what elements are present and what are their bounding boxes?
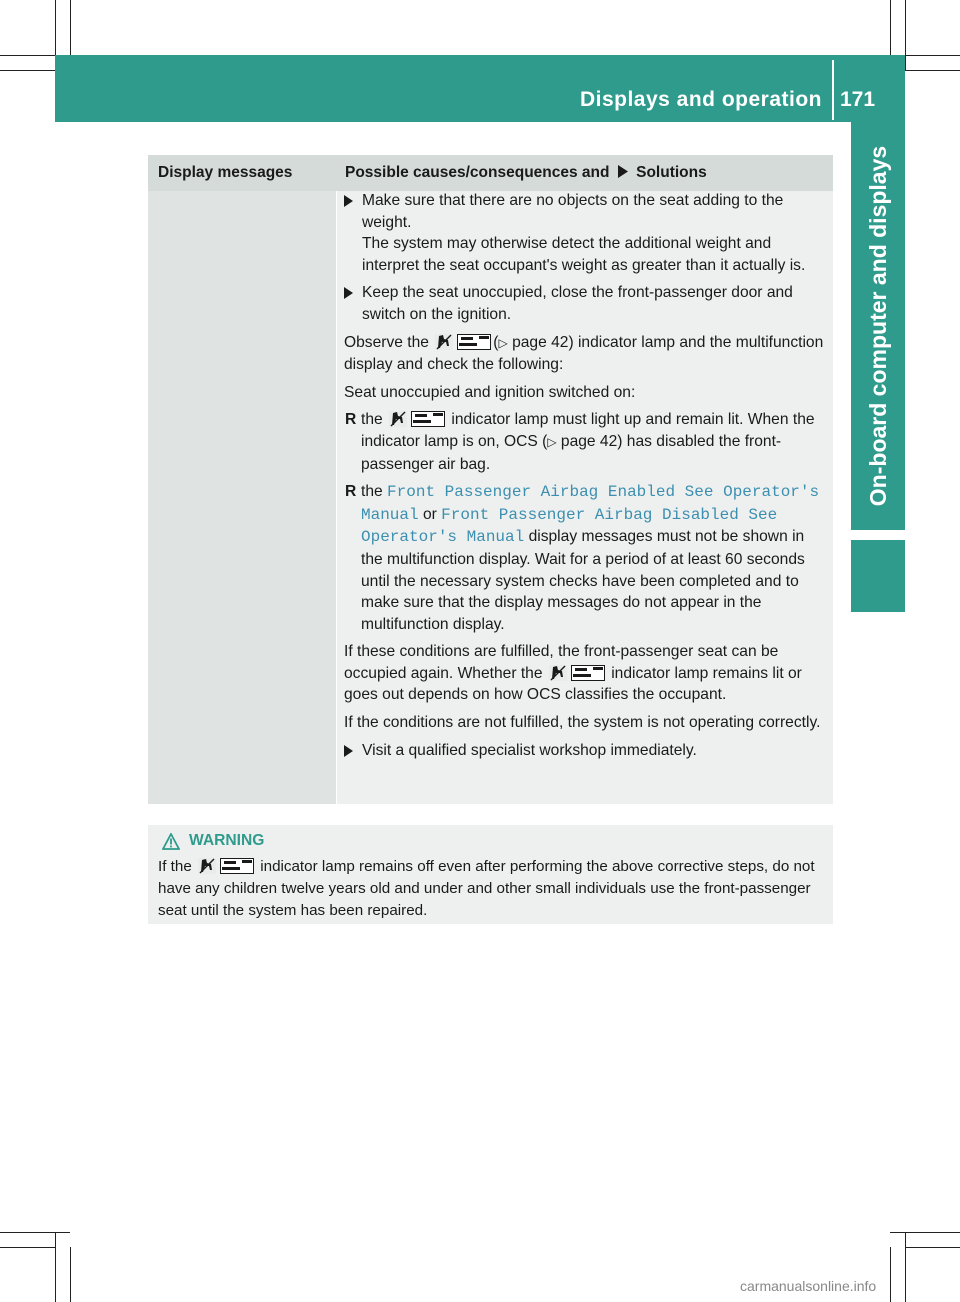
warning-text bbox=[158, 856, 828, 922]
crop-mark bbox=[890, 1232, 960, 1233]
display-message-disabled: Front Passenger Airbag Disabled See Operator's Manual bbox=[361, 505, 778, 547]
pass-airbag-off-icon bbox=[457, 334, 491, 350]
crop-mark bbox=[70, 1247, 71, 1302]
step-arrow-icon bbox=[344, 287, 353, 299]
not-fulfilled-paragraph: If the conditions are not fulfilled, the system is not operating correctly. bbox=[344, 714, 821, 732]
pass-airbag-off-icon bbox=[411, 411, 445, 427]
bullet-marker: R bbox=[345, 483, 357, 501]
display-messages-cell bbox=[148, 191, 336, 804]
observe-paragraph: Observe the (▷ page 42) indicator lamp and the multifunction display and check the following: bbox=[344, 333, 824, 374]
step-arrow-icon bbox=[344, 195, 353, 207]
pass-airbag-off-icon bbox=[571, 665, 605, 681]
watermark: carmanualsonline.info bbox=[740, 1278, 877, 1294]
crop-mark bbox=[0, 1232, 70, 1233]
step-text: Make sure that there are no objects on the seat adding to the weight. bbox=[362, 192, 784, 231]
bullet-text: page 42) has disabled the front-passenger air bag. bbox=[361, 432, 782, 473]
crop-mark bbox=[0, 1247, 55, 1248]
bullet-text: the bbox=[361, 483, 383, 501]
crop-mark bbox=[890, 1247, 891, 1302]
solutions-content bbox=[344, 190, 828, 767]
fulfilled-paragraph bbox=[344, 641, 828, 706]
bullet-item bbox=[344, 409, 828, 475]
observe-text: Observe the bbox=[344, 333, 429, 351]
warning-label: WARNING bbox=[189, 832, 265, 849]
column-header-causes bbox=[345, 164, 707, 182]
bullet-marker: R bbox=[345, 411, 357, 429]
warning-triangle-icon bbox=[162, 833, 180, 850]
side-tab-marker bbox=[851, 540, 905, 612]
seat-unoccupied-heading: Seat unoccupied and ignition switched on: bbox=[344, 383, 636, 401]
column-header-solutions-text: Solutions bbox=[636, 164, 707, 181]
header-arrow-icon bbox=[617, 165, 629, 178]
column-header-causes-text: Possible causes/consequences and bbox=[345, 164, 610, 181]
crop-mark bbox=[905, 1232, 906, 1302]
crop-mark bbox=[0, 55, 55, 56]
bullet-text: the bbox=[361, 411, 383, 429]
child-seat-icon bbox=[389, 411, 407, 427]
child-seat-icon bbox=[435, 334, 453, 350]
bullet-text: indicator lamp must light up and remain lit. When the indicator lamp is on, OCS ( bbox=[361, 411, 815, 450]
bullet-text: or bbox=[422, 505, 437, 523]
step-item bbox=[344, 190, 828, 276]
bullet-text: display messages must not be shown in the multifunction display. Wait for a period of at least 60 seconds until the necessary system checks have been completed and to make sure that the display messages do not appear in the multifunction display. bbox=[361, 528, 805, 633]
section-title: Displays and operation bbox=[579, 88, 822, 111]
crop-mark bbox=[890, 0, 891, 55]
crop-mark bbox=[70, 0, 71, 55]
page-pointer-icon: ▷ bbox=[547, 434, 557, 449]
step-item bbox=[344, 282, 828, 325]
crop-mark bbox=[55, 1232, 56, 1302]
header-divider bbox=[832, 60, 834, 120]
crop-mark bbox=[905, 55, 960, 56]
warning-text-end: indicator lamp remains off even after performing the above corrective steps, do not have any children twelve years old and under and other small individuals use the front-passenger seat until the system has been repaired. bbox=[158, 858, 815, 919]
observe-text-after: page 42) indicator lamp and the multifunction display and check the following: bbox=[344, 333, 824, 374]
child-seat-icon bbox=[198, 858, 216, 874]
table-header bbox=[148, 155, 833, 191]
step-text: Keep the seat unoccupied, close the front-passenger door and switch on the ignition. bbox=[362, 284, 793, 323]
step-arrow-icon bbox=[344, 745, 353, 757]
step-item bbox=[344, 740, 828, 762]
page-pointer-icon: ▷ bbox=[498, 335, 508, 350]
pass-airbag-off-icon bbox=[220, 858, 254, 874]
step-note: The system may otherwise detect the additional weight and interpret the seat occupant's weight as greater than it actually is. bbox=[362, 235, 806, 274]
warning-text-start: If the bbox=[158, 858, 192, 875]
fulfilled-text: If these conditions are fulfilled, the front-passenger seat can be occupied again. Whether the bbox=[344, 643, 779, 682]
bullet-item bbox=[344, 481, 828, 635]
crop-mark bbox=[905, 1247, 960, 1248]
side-tab-label: On-board computer and displays bbox=[865, 145, 891, 507]
step-text: Visit a qualified specialist workshop immediately. bbox=[362, 741, 697, 759]
fulfilled-text-after: indicator lamp remains lit or goes out depends on how OCS classifies the occupant. bbox=[344, 664, 802, 704]
display-message-enabled: Front Passenger Airbag Enabled See Operator's Manual bbox=[361, 483, 820, 524]
crop-mark bbox=[905, 0, 906, 70]
child-seat-icon bbox=[549, 665, 567, 681]
page-number: 171 bbox=[840, 88, 876, 111]
column-header-display-messages: Display messages bbox=[158, 164, 293, 181]
